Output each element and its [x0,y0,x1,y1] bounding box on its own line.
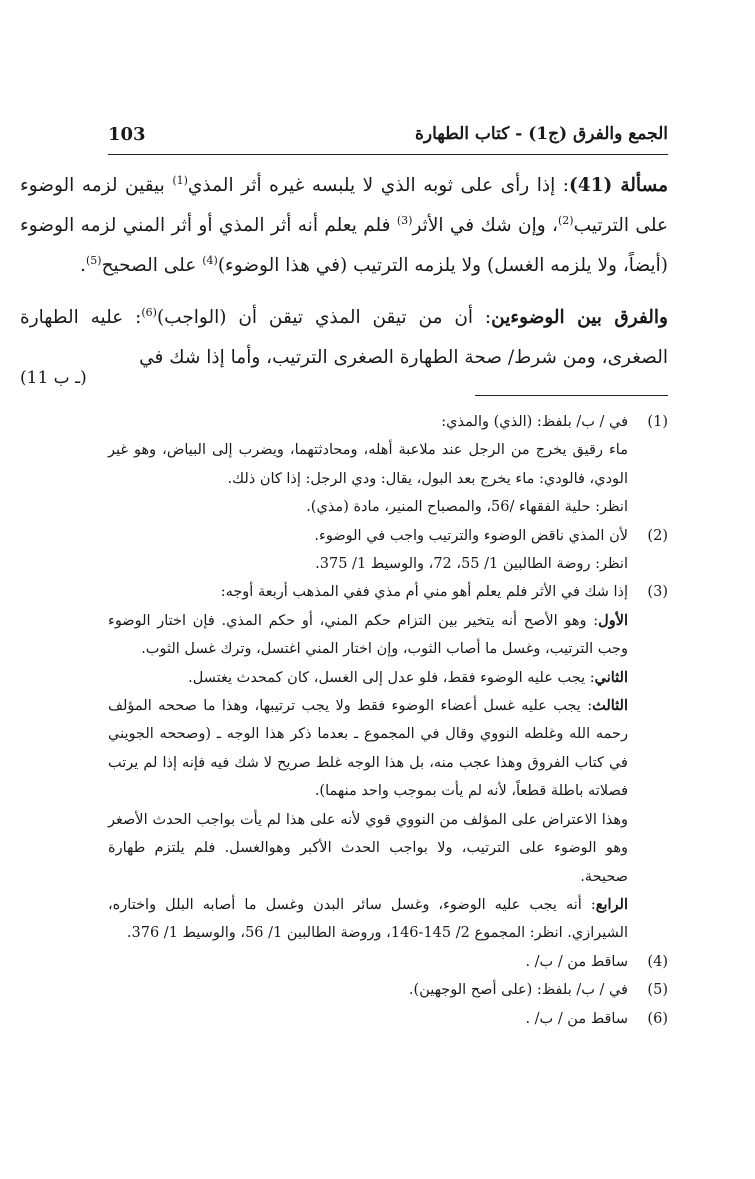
text-segment: : أن من تيقن المذي تيقن أن (الواجب) [156,307,492,328]
opinion-label: الرابع [595,895,628,913]
footnote-ref[interactable]: (1) [172,173,188,187]
footnote-line: ساقط من / ب/ . [525,953,628,970]
footnote-5 [108,976,668,1004]
page-header [108,122,668,152]
footnotes-section [108,408,668,1033]
opinion-label: الأول [598,611,628,629]
footnote-line: في / ب/ بلفظ: (الذي) والمذي: [441,414,628,430]
footnote-number: (4) [647,953,668,970]
text-segment: بيقين لزمه الوضوء على الترتيب [20,175,668,236]
footnote-1 [108,408,668,522]
issue-heading: مسألة (41) [569,175,668,196]
footnote-line: لأن المذي ناقض الوضوء والترتيب واجب في الوضوء. [314,527,628,544]
opinion-label: الثالث [592,697,628,715]
footnote-number: (2) [647,527,668,544]
footnote-body [108,976,628,1004]
difference-heading: والفرق بين الوضوءين [491,307,668,328]
footnote-ref[interactable]: (4) [202,253,218,267]
page-number: 103 [108,124,146,145]
difference-paragraph [20,298,668,378]
footnote-ref[interactable]: (3) [396,213,413,227]
opinion-first [108,607,628,664]
header-divider [108,154,668,155]
opinion-fourth [108,891,628,948]
footnote-line: ماء رقيق يخرج من الرجل عند ملاعبة أهله، ومحادثتهما، ويضرب إلى البياض، وهو غير الودي، فالودي: ماء يخرج بعد البول، يقال: ودي الرجل: إذا كان ذلك. [108,442,628,487]
footnote-body [108,1005,628,1033]
running-title: الجمع والفرق (ج1) - كتاب الطهارة [415,124,668,144]
main-text [20,166,668,390]
opinion-second [108,664,628,692]
text-segment: على الصحيح [101,255,203,276]
objection-text: وهذا الاعتراض على المؤلف من النووي قوي لأنه على هذا لم يأت بواجب الحدث الأصغر وهو الوضوء على الترتيب، ولا بواجب الحدث الأكبر وهوالغسل. فلم يلتزم طهارة صحيحة. [108,811,628,885]
footnote-number: (3) [647,584,668,601]
footnote-line: انظر: روضة الطالبين 1/ 55، 72، والوسيط 1/ 375. [315,556,628,573]
footnote-line: في / ب/ بلفظ: (على أصح الوجهين). [408,982,628,999]
text-segment: . [80,255,86,276]
footnote-body [108,408,628,522]
footnote-ref[interactable]: (2) [557,213,574,227]
opinion-third [108,692,628,806]
opinion-text: : وهو الأصح أنه يتخير بين التزام حكم المني، أو حكم المذي. فإن اختار الوضوء وجب الترتيب، وغسل ما أصاب الثوب، وإن اختار المني اغتسل، وترك غسل الثوب. [108,612,628,658]
footnote-body [108,948,628,976]
footnote-ref[interactable]: (5) [86,253,102,267]
footnote-number: (1) [647,414,668,430]
text-segment: : إذا رأى على ثوبه الذي لا يلبسه غيره أثر المذي [187,175,570,196]
footnote-number: (6) [647,1010,668,1027]
footnote-4 [108,948,668,976]
opinion-text: : يجب عليه الوضوء فقط، فلو عدل إلى الغسل، كان كمحدث يغتسل. [188,669,595,686]
manuscript-folio-marker: (11 ـ ب) [20,368,87,388]
footnote-number: (5) [647,982,668,999]
text-segment: فلم يعلم أنه أثر المذي أو أثر المني لزمه الوضوء (أيضاً، ولا يلزمه الغسل) ولا يلزمه الترتيب (في هذا الوضوء) [20,215,668,276]
footnote-3 [108,578,668,947]
footnote-body [108,578,628,947]
text-segment: : عليه الطهارة الصغرى، ومن شرط/ صحة الطهارة الصغرى الترتيب، وأما إذا شك في [20,307,668,368]
footnote-line: إذا شك في الأثر فلم يعلم أهو مني أم مذي ففي المذهب أربعة أوجه: [220,584,628,601]
opinion-label: الثاني [594,668,628,686]
issue-paragraph [20,166,668,286]
footnote-line: ساقط من / ب/ . [525,1010,628,1027]
footnote-body [108,522,628,579]
footnote-ref[interactable]: (6) [141,305,157,319]
footnote-line: انظر: حلية الفقهاء /56، والمصباح المنير، مادة (مذي). [306,499,628,516]
footnote-divider [475,395,668,396]
text-segment: ، وإن شك في الأثر [412,215,558,236]
opinion-text: : أنه يجب عليه الوضوء، وغسل سائر البدن وغسل ما أصابه البلل واختاره، الشيرازي. انظر: المجموع 2/ 145-146، وروضة الطالبين 1/ 56، والوسيط 1/ 376. [108,896,628,942]
footnote-2 [108,522,668,579]
opinion-text: : يجب عليه غسل أعضاء الوضوء فقط ولا يجب ترتيبها، وهذا ما صححه المؤلف رحمه الله وغلطه النووي وقال في المجموع ـ بعدما ذكر هذا الوجه ـ (وصححه الجويني في كتاب الفروق وهذا عجب منه، بل هذا الوجه غلط صريح لا شك فيه فإنه إذا لم يرتب فصلاته باطلة قطعاً، لأنه لم يأت بموجب واحد منهما). [108,698,628,800]
footnote-6 [108,1005,668,1033]
